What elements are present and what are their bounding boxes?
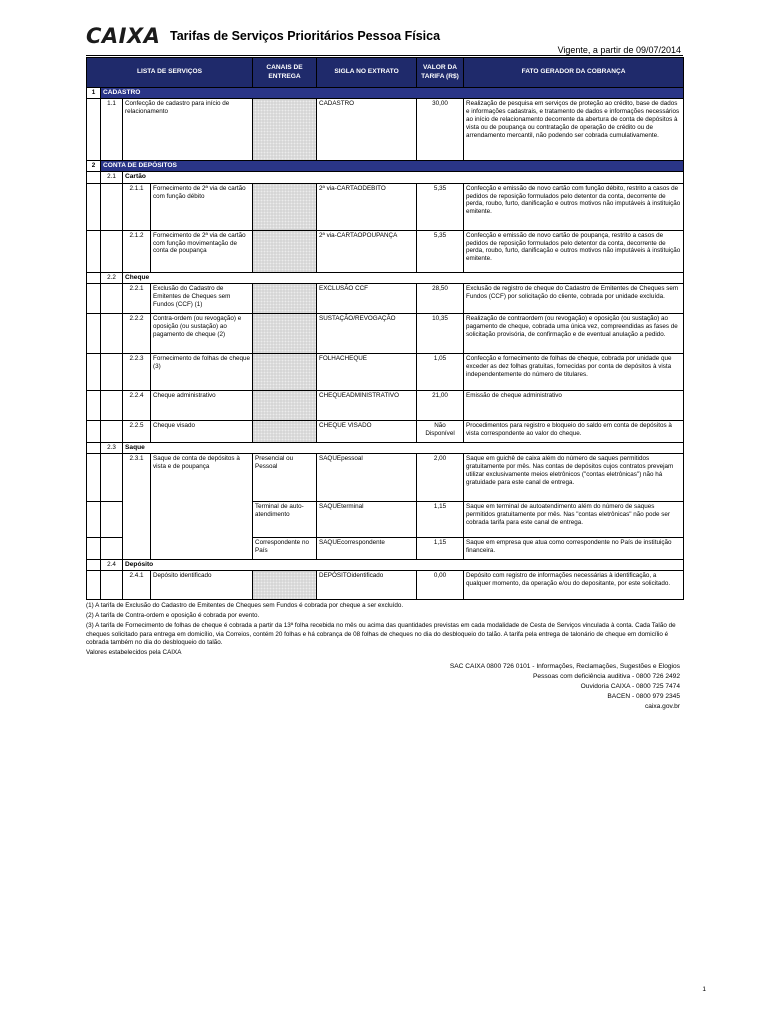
statement-code: EXCLUSÃO CCF xyxy=(317,283,417,313)
statement-code: FOLHACHEQUE xyxy=(317,353,417,390)
footnote: (1) A tarifa de Exclusão do Cadastro de Emitentes de Cheques sem Fundos é cobrada por cheque a ser excluído. xyxy=(86,602,404,609)
statement-code: 2ª via-CARTAOPOUPANÇA xyxy=(317,230,417,272)
service-name: Contra-ordem (ou revogação) e oposição (ou sustação) ao pagamento de cheque (2) xyxy=(151,313,253,353)
channel-cell: Terminal de auto-atendimento xyxy=(253,502,317,538)
charge-trigger: Emissão de cheque administrativo xyxy=(464,390,684,420)
subsection-title: Cartão xyxy=(123,172,684,183)
item-number: 2.3.1 xyxy=(123,454,151,560)
channel-cell xyxy=(253,420,317,442)
service-name: Fornecimento de 2ª via de cartão com função débito xyxy=(151,183,253,230)
subsection-title: Cheque xyxy=(123,272,684,283)
service-name: Confecção de cadastro para início de relacionamento xyxy=(123,99,253,161)
section-row xyxy=(87,88,684,99)
table-row xyxy=(87,183,684,230)
tariff-value: 2,00 xyxy=(417,454,464,502)
tariff-value: 1,15 xyxy=(417,538,464,560)
table-row xyxy=(87,390,684,420)
charge-trigger: Saque em guichê de caixa além do número de saques permitidos gratuitamente por mês. Nas contas de depósitos cujos contratos prevejam utilizar exclusivamente meios eletrônicos ("contas eletrônicas") não há gratuidade para este canal de entrega. xyxy=(464,454,684,502)
table-row xyxy=(87,283,684,313)
service-name: Fornecimento de folhas de cheque (3) xyxy=(151,353,253,390)
statement-code: CHEQUE VISADO xyxy=(317,420,417,442)
tariff-value: 1,05 xyxy=(417,353,464,390)
subsection-row xyxy=(87,172,684,183)
table-row xyxy=(87,99,684,161)
item-number: 2.1.1 xyxy=(123,183,151,230)
header-divider xyxy=(86,55,683,56)
charge-trigger: Realização de pesquisa em serviços de proteção ao crédito, base de dados e informações cadastrais, e tratamento de dados e informações necessários ao início de relacionamento decorrente da abertura de conta de depósitos à vista ou de poupança ou contratação de operação de crédito ou de arrendamento mercantil, não podendo ser cobrada cumulativamente. xyxy=(464,99,684,161)
tariff-value: 0,00 xyxy=(417,571,464,600)
tariff-value: 28,50 xyxy=(417,283,464,313)
footnote: Valores estabelecidos pela CAIXA xyxy=(86,648,182,656)
charge-trigger: Confecção e emissão de novo cartão de poupança, restrito a casos de pedidos de reposição formulados pelo detentor da conta, decorrente de perda, roubo, furto, danificação e outros motivos não imputáveis à instituição emitente. xyxy=(464,230,684,272)
col-header-channels: CANAIS DE ENTREGA xyxy=(253,58,317,88)
channel-cell xyxy=(253,99,317,161)
contact-bacen: BACEN - 0800 979 2345 xyxy=(607,692,680,700)
channel-cell xyxy=(253,353,317,390)
item-number: 1.1 xyxy=(101,99,123,161)
charge-trigger: Depósito com registro de informações necessárias à identificação, a qualquer momento, da operação e/ou do depositante, por este solicitado. xyxy=(464,571,684,600)
section-row xyxy=(87,161,684,172)
tariff-value: 5,35 xyxy=(417,183,464,230)
caixa-logo: CAIXA xyxy=(86,24,161,48)
channel-cell xyxy=(253,283,317,313)
col-header-services: LISTA DE SERVIÇOS xyxy=(87,58,253,88)
statement-code: SAQUEpessoal xyxy=(317,454,417,502)
channel-cell xyxy=(253,390,317,420)
tariff-value: 1,15 xyxy=(417,502,464,538)
channel-cell xyxy=(253,183,317,230)
subsection-number: 2.2 xyxy=(101,272,123,283)
tariff-value: 5,35 xyxy=(417,230,464,272)
item-number: 2.2.4 xyxy=(123,390,151,420)
contact-deaf: Pessoas com deficiência auditiva - 0800 726 2492 xyxy=(533,672,680,680)
subsection-row xyxy=(87,272,684,283)
statement-code: SUSTAÇÃO/REVOGAÇÃO xyxy=(317,313,417,353)
channel-cell xyxy=(253,230,317,272)
contact-ombudsman: Ouvidoria CAIXA - 0800 725 7474 xyxy=(580,682,680,690)
statement-code: DEPÓSITOidentificado xyxy=(317,571,417,600)
tariff-value: 21,00 xyxy=(417,390,464,420)
charge-trigger: Saque em empresa que atua como correspondente no País de instituição financeira. xyxy=(464,538,684,560)
charge-trigger: Realização de contraordem (ou revogação) e oposição (ou sustação) ao pagamento de cheque, cobrada uma única vez, compreendidas as fases de solicitação provisória, de confirmação e de eventual anulação a pedido. xyxy=(464,313,684,353)
subsection-number: 2.1 xyxy=(101,172,123,183)
table-row xyxy=(87,571,684,600)
subsection-number: 2.4 xyxy=(101,560,123,571)
section-title: CADASTRO xyxy=(101,88,684,99)
tariff-value: 10,35 xyxy=(417,313,464,353)
service-name: Cheque visado xyxy=(151,420,253,442)
statement-code: 2ª via-CARTAODEBITO xyxy=(317,183,417,230)
tariff-value: Não Disponível xyxy=(417,420,464,442)
statement-code: CHEQUEADMINISTRATIVO xyxy=(317,390,417,420)
table-row xyxy=(87,313,684,353)
table-header-row xyxy=(87,58,684,88)
charge-trigger: Confecção e fornecimento de folhas de cheque, cobrada por unidade que exceder as dez folhas gratuitas, fornecidas por conta de depósitos à vista independentemente do número de titulares. xyxy=(464,353,684,390)
table-row xyxy=(87,353,684,390)
charge-trigger: Saque em terminal de autoatendimento além do número de saques permitidos gratuitamente por mês. Nas "contas eletrônicas" não pode ser cobrada tarifa para este canal de entrega. xyxy=(464,502,684,538)
page-title: Tarifas de Serviços Prioritários Pessoa Física xyxy=(170,29,441,43)
table-row xyxy=(87,230,684,272)
col-header-charge-trigger: FATO GERADOR DA COBRANÇA xyxy=(464,58,684,88)
contact-info xyxy=(450,662,680,711)
statement-code: CADASTRO xyxy=(317,99,417,161)
subsection-title: Depósito xyxy=(123,560,684,571)
footnote: (3) A tarifa de Fornecimento de folhas de cheque é cobrada a partir da 13ª folha recebida no mês ou acima das quantidades previstas em cada modalidade de Cesta de Serviços vinculada à conta. Cada Talão de cheques solicitado para entrega em domicílio, via Correios, contém 20 folhas e há cobrança de 08 folhas de cheques no dia do desbloqueio do talão. A tarifa pela entrega de talonário de cheque em domicílio é cobrada também no dia do desbloqueio do talão. xyxy=(86,622,676,646)
tariff-table xyxy=(86,57,684,600)
page-number: 1 xyxy=(702,986,706,993)
section-number: 1 xyxy=(87,88,101,99)
charge-trigger: Confecção e emissão de novo cartão com função débito, restrito a casos de pedidos de reposição formulados pelo detentor da conta, decorrente de perda, roubo, furto, danificação e outros motivos não imputáveis à instituição emitente. xyxy=(464,183,684,230)
table-row xyxy=(87,420,684,442)
charge-trigger: Procedimentos para registro e bloqueio do saldo em conta de depósitos à vista correspondente ao valor do cheque. xyxy=(464,420,684,442)
footnote: (2) A tarifa de Contra-ordem e oposição é cobrada por evento. xyxy=(86,612,260,620)
channel-cell xyxy=(253,571,317,600)
item-number: 2.2.1 xyxy=(123,283,151,313)
col-header-tariff-value: VALOR DA TARIFA (R$) xyxy=(417,58,464,88)
col-header-statement-code: SIGLA NO EXTRATO xyxy=(317,58,417,88)
effective-date: Vigente, a partir de 09/07/2014 xyxy=(557,45,681,55)
contact-website: caixa.gov.br xyxy=(644,702,680,710)
subsection-title: Saque xyxy=(123,442,684,453)
section-number: 2 xyxy=(87,161,101,172)
subsection-row xyxy=(87,442,684,453)
item-number: 2.2.5 xyxy=(123,420,151,442)
service-name: Cheque administrativo xyxy=(151,390,253,420)
statement-code: SAQUEterminal xyxy=(317,502,417,538)
item-number: 2.2.2 xyxy=(123,313,151,353)
contact-sac: SAC CAIXA 0800 726 0101 - Informações, Reclamações, Sugestões e Elogios xyxy=(449,663,680,670)
service-name: Saque de conta de depósitos à vista e de poupança xyxy=(151,454,253,560)
statement-code: SAQUEcorrespondente xyxy=(317,538,417,560)
item-number: 2.4.1 xyxy=(123,571,151,600)
tariff-value: 30,00 xyxy=(417,99,464,161)
service-name: Depósito identificado xyxy=(151,571,253,600)
charge-trigger: Exclusão de registro de cheque do Cadastro de Emitentes de Cheques sem Fundos (CCF) por solicitação do cliente, cobrada por unidade excluída. xyxy=(464,283,684,313)
service-name: Fornecimento de 2ª via de cartão com função movimentação de conta de poupança xyxy=(151,230,253,272)
channel-cell: Correspondente no País xyxy=(253,538,317,560)
footnotes xyxy=(86,602,686,659)
channel-cell: Presencial ou Pessoal xyxy=(253,454,317,502)
service-name: Exclusão do Cadastro de Emitentes de Cheques sem Fundos (CCF) (1) xyxy=(151,283,253,313)
subsection-row xyxy=(87,560,684,571)
table-row xyxy=(87,454,684,502)
subsection-number: 2.3 xyxy=(101,442,123,453)
item-number: 2.1.2 xyxy=(123,230,151,272)
item-number: 2.2.3 xyxy=(123,353,151,390)
channel-cell xyxy=(253,313,317,353)
section-title: CONTA DE DEPÓSITOS xyxy=(101,161,684,172)
